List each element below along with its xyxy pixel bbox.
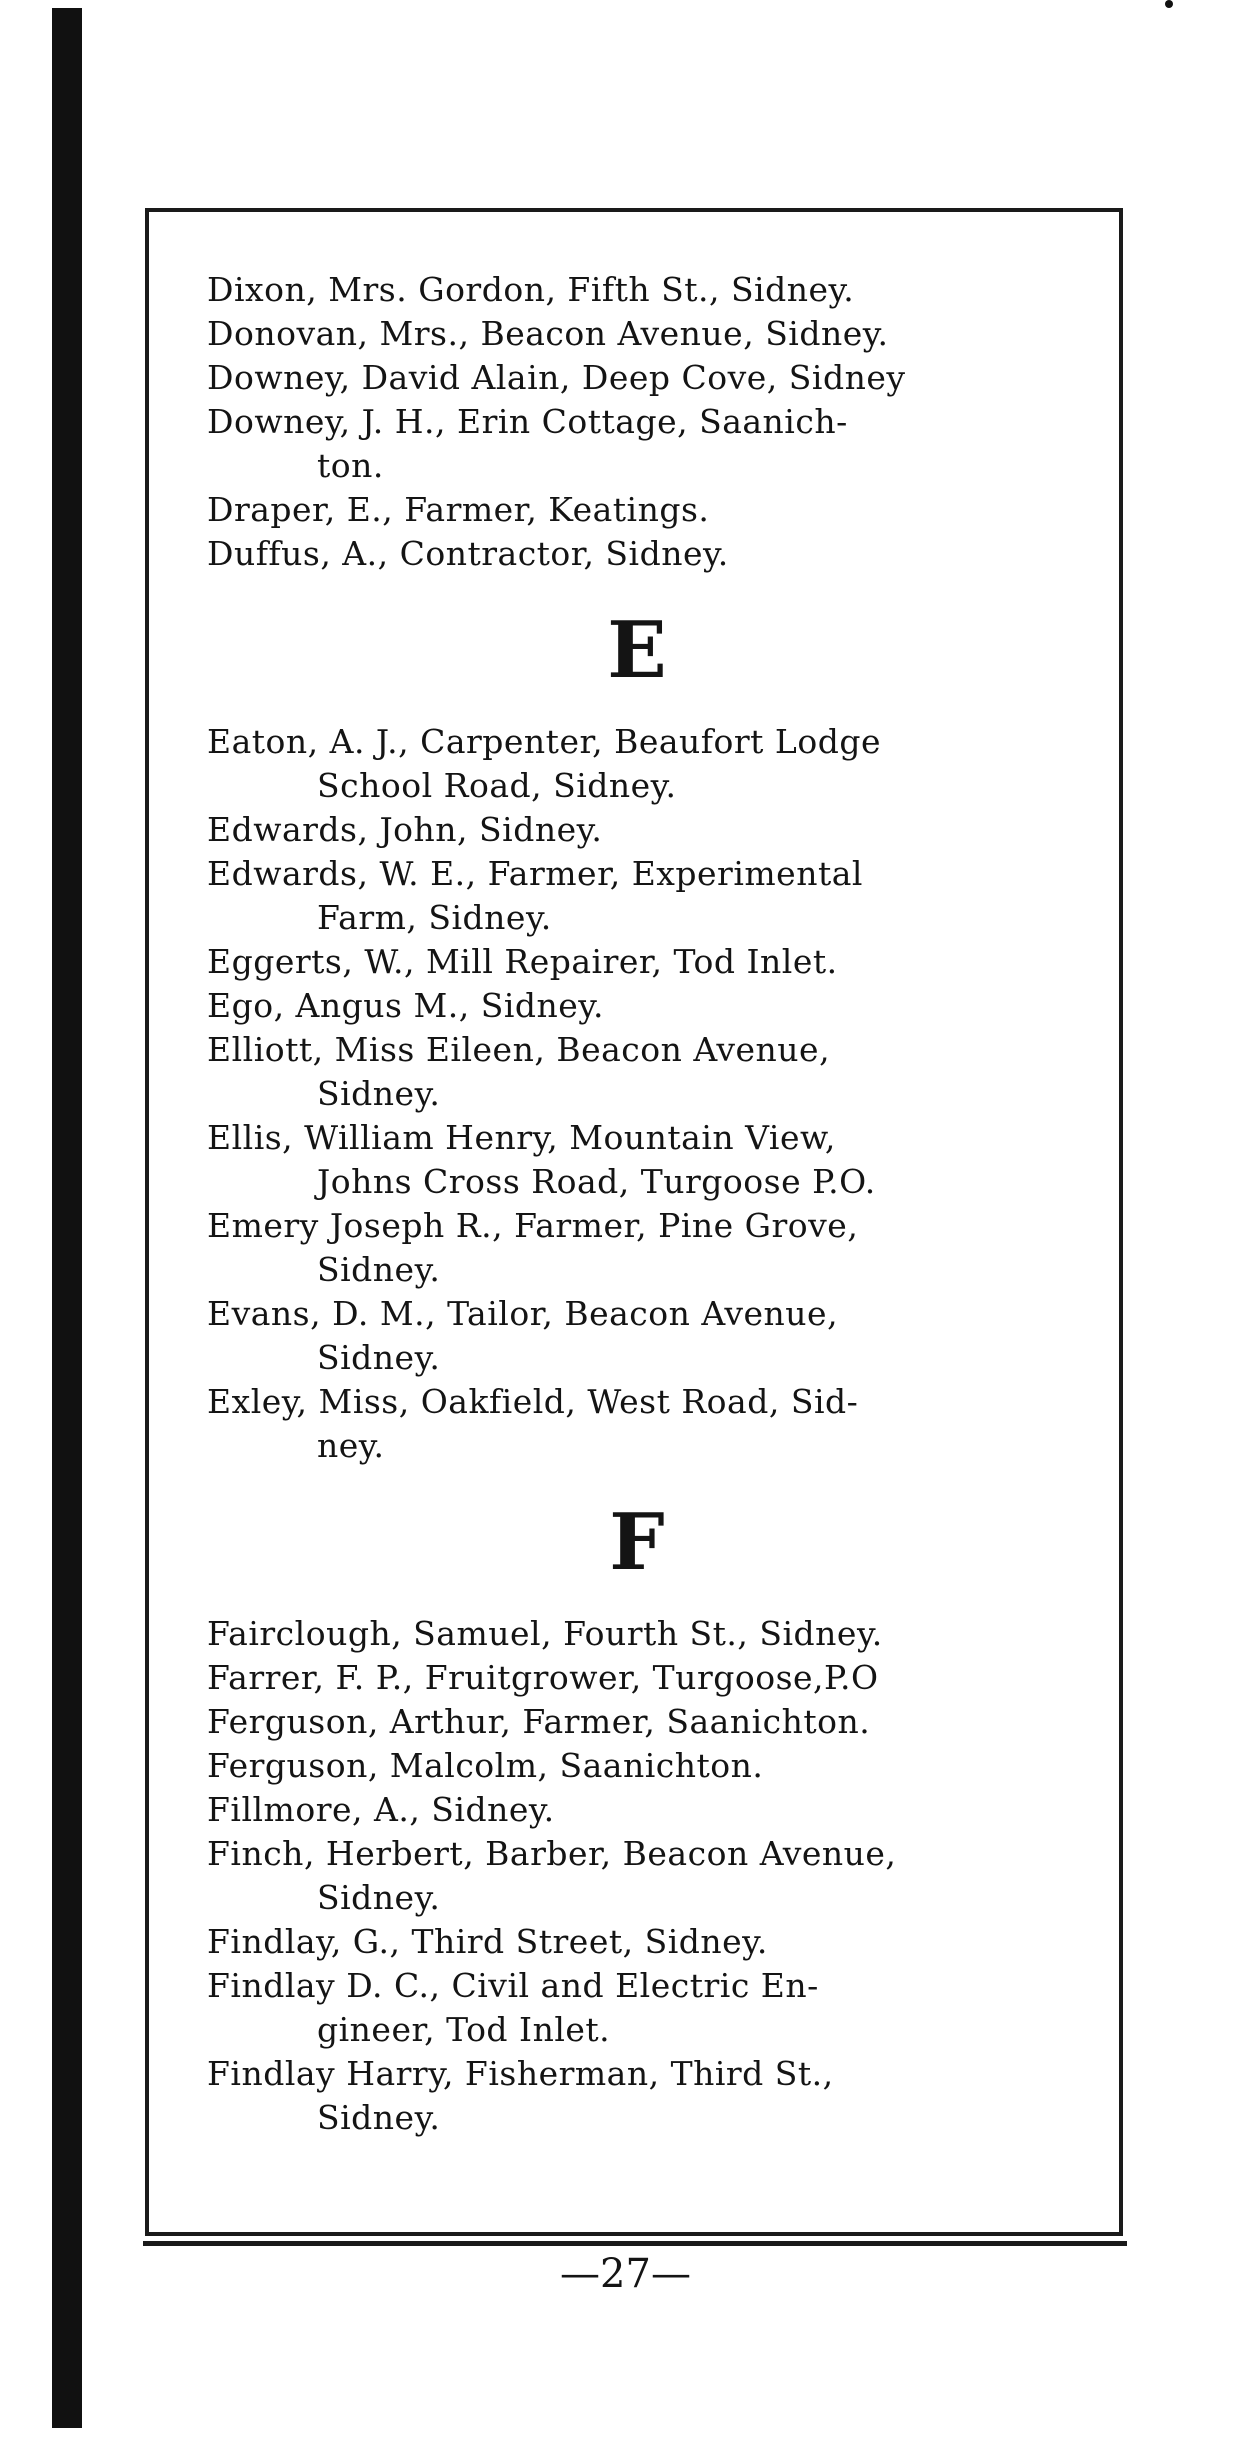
section-letter-heading: E [607, 605, 667, 696]
entry-continuation: Sidney. [317, 1250, 441, 1289]
entry-continuation: ney. [317, 1426, 385, 1465]
entry-line: Ferguson, Arthur, Farmer, Saanichton. [207, 1702, 871, 1741]
directory-entry [207, 1204, 1067, 1292]
entry-line: Exley, Miss, Oakfield, West Road, Sid- [207, 1382, 859, 1421]
directory-entry [207, 1028, 1067, 1116]
page-border-rule [143, 2241, 1127, 2246]
directory-entry [207, 1700, 1067, 1744]
directory-entry [207, 312, 1067, 356]
entry-line: Emery Joseph R., Farmer, Pine Grove, [207, 1206, 859, 1245]
section-letter-heading: F [609, 1497, 665, 1588]
entry-continuation: School Road, Sidney. [317, 766, 677, 805]
directory-entry [207, 1116, 1067, 1204]
directory-entry [207, 1292, 1067, 1380]
directory-entry [207, 1832, 1067, 1920]
entry-continuation: ton. [317, 446, 384, 485]
entry-line: Edwards, John, Sidney. [207, 810, 603, 849]
directory-entry [207, 940, 1067, 984]
entry-line: Finch, Herbert, Barber, Beacon Avenue, [207, 1834, 897, 1873]
entry-line: Findlay, G., Third Street, Sidney. [207, 1922, 768, 1961]
directory-entry [207, 1788, 1067, 1832]
directory-entry [207, 400, 1067, 488]
directory-entry [207, 2052, 1067, 2140]
directory-entry [207, 852, 1067, 940]
directory-entry [207, 1380, 1067, 1468]
directory-entry [207, 356, 1067, 400]
directory-entry [207, 720, 1067, 808]
entry-line: Ellis, William Henry, Mountain View, [207, 1118, 836, 1157]
entry-line: Ego, Angus M., Sidney. [207, 986, 605, 1025]
entry-line: Downey, David Alain, Deep Cove, Sidney [207, 358, 906, 397]
entry-line: Findlay Harry, Fisherman, Third St., [207, 2054, 834, 2093]
directory-entry [207, 1656, 1067, 1700]
entry-continuation: Sidney. [317, 1878, 441, 1917]
entry-line: Duffus, A., Contractor, Sidney. [207, 534, 729, 573]
directory-entry [207, 488, 1067, 532]
directory-entry [207, 532, 1067, 576]
binding-spine [52, 8, 82, 2428]
directory-listing [207, 268, 1067, 2140]
entry-continuation: gineer, Tod Inlet. [317, 2010, 611, 2049]
ink-speck [1165, 0, 1173, 8]
entry-line: Eggerts, W., Mill Repairer, Tod Inlet. [207, 942, 838, 981]
directory-entry [207, 1964, 1067, 2052]
entry-line: Dixon, Mrs. Gordon, Fifth St., Sidney. [207, 270, 855, 309]
directory-entry [207, 268, 1067, 312]
entry-continuation: Sidney. [317, 1338, 441, 1377]
directory-entry [207, 1612, 1067, 1656]
entry-line: Draper, E., Farmer, Keatings. [207, 490, 710, 529]
entry-continuation: Sidney. [317, 2098, 441, 2137]
directory-entry [207, 808, 1067, 852]
page-number: —27— [560, 2251, 691, 2297]
entry-continuation: Farm, Sidney. [317, 898, 552, 937]
entry-line: Findlay D. C., Civil and Electric En- [207, 1966, 819, 2005]
entry-line: Eaton, A. J., Carpenter, Beaufort Lodge [207, 722, 881, 761]
entry-line: Farrer, F. P., Fruitgrower, Turgoose,P.O [207, 1658, 879, 1697]
directory-entry [207, 1920, 1067, 1964]
directory-entry [207, 1744, 1067, 1788]
entry-line: Fillmore, A., Sidney. [207, 1790, 555, 1829]
entry-line: Donovan, Mrs., Beacon Avenue, Sidney. [207, 314, 889, 353]
entry-line: Fairclough, Samuel, Fourth St., Sidney. [207, 1614, 883, 1653]
entry-continuation: Sidney. [317, 1074, 441, 1113]
entry-continuation: Johns Cross Road, Turgoose P.O. [317, 1162, 876, 1201]
entry-line: Ferguson, Malcolm, Saanichton. [207, 1746, 764, 1785]
entry-line: Evans, D. M., Tailor, Beacon Avenue, [207, 1294, 839, 1333]
directory-entry [207, 984, 1067, 1028]
entry-line: Downey, J. H., Erin Cottage, Saanich- [207, 402, 848, 441]
entry-line: Elliott, Miss Eileen, Beacon Avenue, [207, 1030, 831, 1069]
entry-line: Edwards, W. E., Farmer, Experimental [207, 854, 863, 893]
